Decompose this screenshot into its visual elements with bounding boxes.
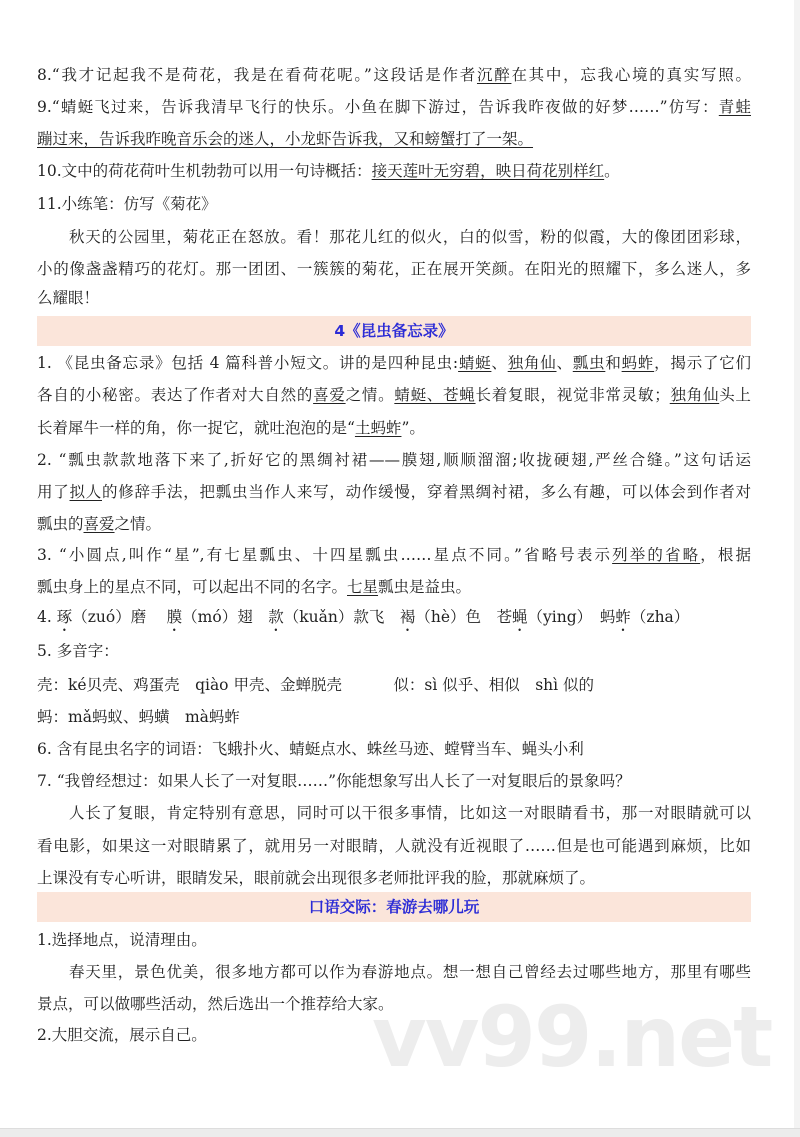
text-segment: 小的像盏盏精巧的花灯。那一团团、一簇簇的菊花，正在展开笑颜。在阳光的照耀下，多么迷人，多 xyxy=(37,260,751,278)
underlined-answer: 列举的省略 xyxy=(612,546,701,564)
text-segment: 蚂：mǎ蚂蚁、蚂蟥 mà蚂蚱 xyxy=(37,708,240,726)
text-segment: 壳：ké贝壳、鸡蛋壳 qiào 甲壳、金蝉脱壳 似：sì 似乎、相似 shì 似的 xyxy=(37,676,595,694)
text-segment: 2. “瓢虫款款地落下来了,折好它的黑绸衬裙——膜翅,顺顺溜溜;收拢硬翅,严丝合缝。”这句话运 xyxy=(37,451,751,469)
text-line xyxy=(37,417,751,439)
underlined-answer: 土蚂蚱 xyxy=(354,419,402,437)
text-line xyxy=(37,193,751,215)
text-line xyxy=(37,513,751,535)
text-segment: （zha） xyxy=(630,608,690,626)
underlined-answer: 蹦过来，告诉我昨晚音乐会的迷人，小龙虾告诉我，又和螃蟹打了一架。 xyxy=(37,130,534,148)
text-line xyxy=(37,961,751,983)
underlined-answer: 独角仙 xyxy=(507,354,557,372)
text-line xyxy=(37,544,751,566)
text-line xyxy=(37,64,751,86)
text-segment: 么耀眼！ xyxy=(37,289,100,307)
text-line xyxy=(37,738,751,760)
emphasized-char: 褐 xyxy=(399,608,416,626)
text-segment: 3. “小圆点,叫作“星”,有七星瓢虫、十四星瓢虫……星点不同。”省略号表示 xyxy=(37,546,613,564)
underlined-answer: 瓢虫 xyxy=(572,354,606,372)
text-line xyxy=(37,96,751,118)
text-line xyxy=(37,835,751,857)
text-line xyxy=(37,160,751,182)
text-segment: （mó）翅 xyxy=(182,608,269,626)
text-segment: 景点，可以做哪些活动，然后选出一个推荐给大家。 xyxy=(37,995,394,1013)
text-line xyxy=(37,770,751,792)
text-line xyxy=(37,384,751,406)
text-line xyxy=(37,674,751,696)
emphasized-char: 琢 xyxy=(56,608,73,626)
section-header-insect-memo: 4《昆虫备忘录》 xyxy=(37,316,751,346)
emphasized-char: 膜 xyxy=(166,608,183,626)
underlined-answer: 蜻蜓、苍蝇 xyxy=(394,386,476,404)
emphasized-char: 蚱 xyxy=(615,608,631,626)
text-segment: 长着犀牛一样的角，你一捉它，就吐泡泡的是“ xyxy=(37,419,355,437)
underlined-answer: 七星 xyxy=(347,578,379,596)
text-line xyxy=(37,226,751,248)
text-segment: （zuó）磨 xyxy=(72,608,167,626)
text-line xyxy=(37,128,751,150)
page-bottom-divider xyxy=(0,1128,800,1137)
text-segment: 2.大胆交流，展示自己。 xyxy=(37,1026,207,1044)
text-segment: （hè）色 苍 xyxy=(415,608,512,626)
text-segment: （ying） 蚂 xyxy=(527,608,616,626)
text-segment: 头上 xyxy=(719,386,751,404)
text-segment: 长着复眼，视觉非常灵敏； xyxy=(475,386,670,404)
underlined-answer: 蜻蜓 xyxy=(458,354,492,372)
text-segment: 10.文中的荷花荷叶生机勃勃可以用一句诗概括： xyxy=(37,162,372,180)
text-segment: 11.小练笔：仿写《菊花》 xyxy=(37,195,217,213)
text-segment: 1.选择地点，说清理由。 xyxy=(37,931,207,949)
text-line xyxy=(37,1024,751,1046)
text-segment: 7. “我曾经想过：如果人长了一对复眼……”你能想象写出人长了一对复眼后的景象吗？ xyxy=(37,772,631,790)
text-segment: 在其中，忘我心境的真实写照。 xyxy=(511,66,751,84)
text-line xyxy=(37,576,751,598)
text-segment: 瓢虫身上的星点不同，可以起出不同的名字。 xyxy=(37,578,348,596)
text-segment: 9.“蜻蜓飞过来，告诉我清早飞行的快乐。小鱼在脚下游过，告诉我昨夜做的好梦……”仿写： xyxy=(37,98,719,116)
text-segment: 看电影，如果这一对眼睛累了，就用另一对眼睛，人就没有近视眼了……但是也可能遇到麻烦，比如 xyxy=(37,837,751,855)
text-segment: 1. 《昆虫备忘录》包括 4 篇科普小短文。讲的是四种昆虫: xyxy=(37,354,459,372)
text-line xyxy=(37,640,751,662)
text-segment: ，根据 xyxy=(700,546,751,564)
underlined-answer: 沉醉 xyxy=(476,66,512,84)
text-segment: 秋天的公园里，菊花正在怒放。看！那花儿红的似火，白的似雪，粉的似霞，大的像团团彩球， xyxy=(69,228,751,246)
text-segment: 和 xyxy=(605,354,622,372)
text-line xyxy=(37,929,751,951)
text-line xyxy=(37,867,751,889)
text-segment: 之情。 xyxy=(114,515,162,533)
text-segment: 用了 xyxy=(37,483,70,501)
text-line xyxy=(37,802,751,824)
text-segment: ”。 xyxy=(401,419,425,437)
text-segment: 瓢虫的 xyxy=(37,515,84,533)
underlined-answer: 独角仙 xyxy=(669,386,720,404)
text-segment: 上课没有专心听讲，眼睛发呆，眼前就会出现很多老师批评我的脸，那就麻烦了。 xyxy=(37,869,596,887)
text-segment: 春天里，景色优美，很多地方都可以作为春游地点。想一想自己曾经去过哪些地方，那里有哪些 xyxy=(69,963,751,981)
text-segment: （kuǎn）款飞 xyxy=(283,608,400,626)
underlined-answer: 接天莲叶无穷碧，映日荷花别样红 xyxy=(371,162,605,180)
text-line xyxy=(37,352,751,374)
text-segment: 人长了复眼，肯定特别有意思，同时可以干很多事情，比如这一对眼睛看书，那一对眼睛就可以 xyxy=(69,804,751,822)
text-segment: 瓢虫是益虫。 xyxy=(378,578,472,596)
text-segment: 之情。 xyxy=(345,386,395,404)
text-segment: 。 xyxy=(604,162,620,180)
text-segment: ，揭示了它们 xyxy=(654,354,751,372)
text-segment: 5. 多音字： xyxy=(37,642,119,660)
underlined-answer: 喜爱 xyxy=(83,515,115,533)
emphasized-char: 蝇 xyxy=(512,608,528,626)
emphasized-char: 款 xyxy=(268,608,284,626)
text-segment: 8.“我才记起我不是荷花，我是在看荷花呢。”这段话是作者 xyxy=(37,66,477,84)
text-line xyxy=(37,993,751,1015)
underlined-answer: 拟人 xyxy=(69,483,102,501)
text-segment: 6. 含有昆虫名字的词语：飞蛾扑火、蜻蜓点水、蛛丝马迹、螳臂当车、蝇头小利 xyxy=(37,740,584,758)
text-segment: 、 xyxy=(491,354,508,372)
watermark: vv99.net xyxy=(372,988,772,1086)
underlined-answer: 喜爱 xyxy=(313,386,346,404)
text-line xyxy=(37,481,751,503)
text-segment: 、 xyxy=(556,354,573,372)
text-line xyxy=(37,287,751,309)
text-segment: 各自的小秘密。表达了作者对大自然的 xyxy=(37,386,314,404)
underlined-answer: 青蛙 xyxy=(718,98,751,116)
text-segment: 4. xyxy=(37,608,57,626)
text-line xyxy=(37,606,751,635)
page-edge xyxy=(794,0,800,1137)
text-segment: 的修辞手法，把瓢虫当作人来写，动作缓慢，穿着黑绸衬裙，多么有趣，可以体会到作者对 xyxy=(102,483,751,501)
text-line xyxy=(37,258,751,280)
text-line xyxy=(37,706,751,728)
underlined-answer: 蚂蚱 xyxy=(621,354,655,372)
text-line xyxy=(37,449,751,471)
section-header-oral-communication: 口语交际：春游去哪儿玩 xyxy=(37,892,751,922)
